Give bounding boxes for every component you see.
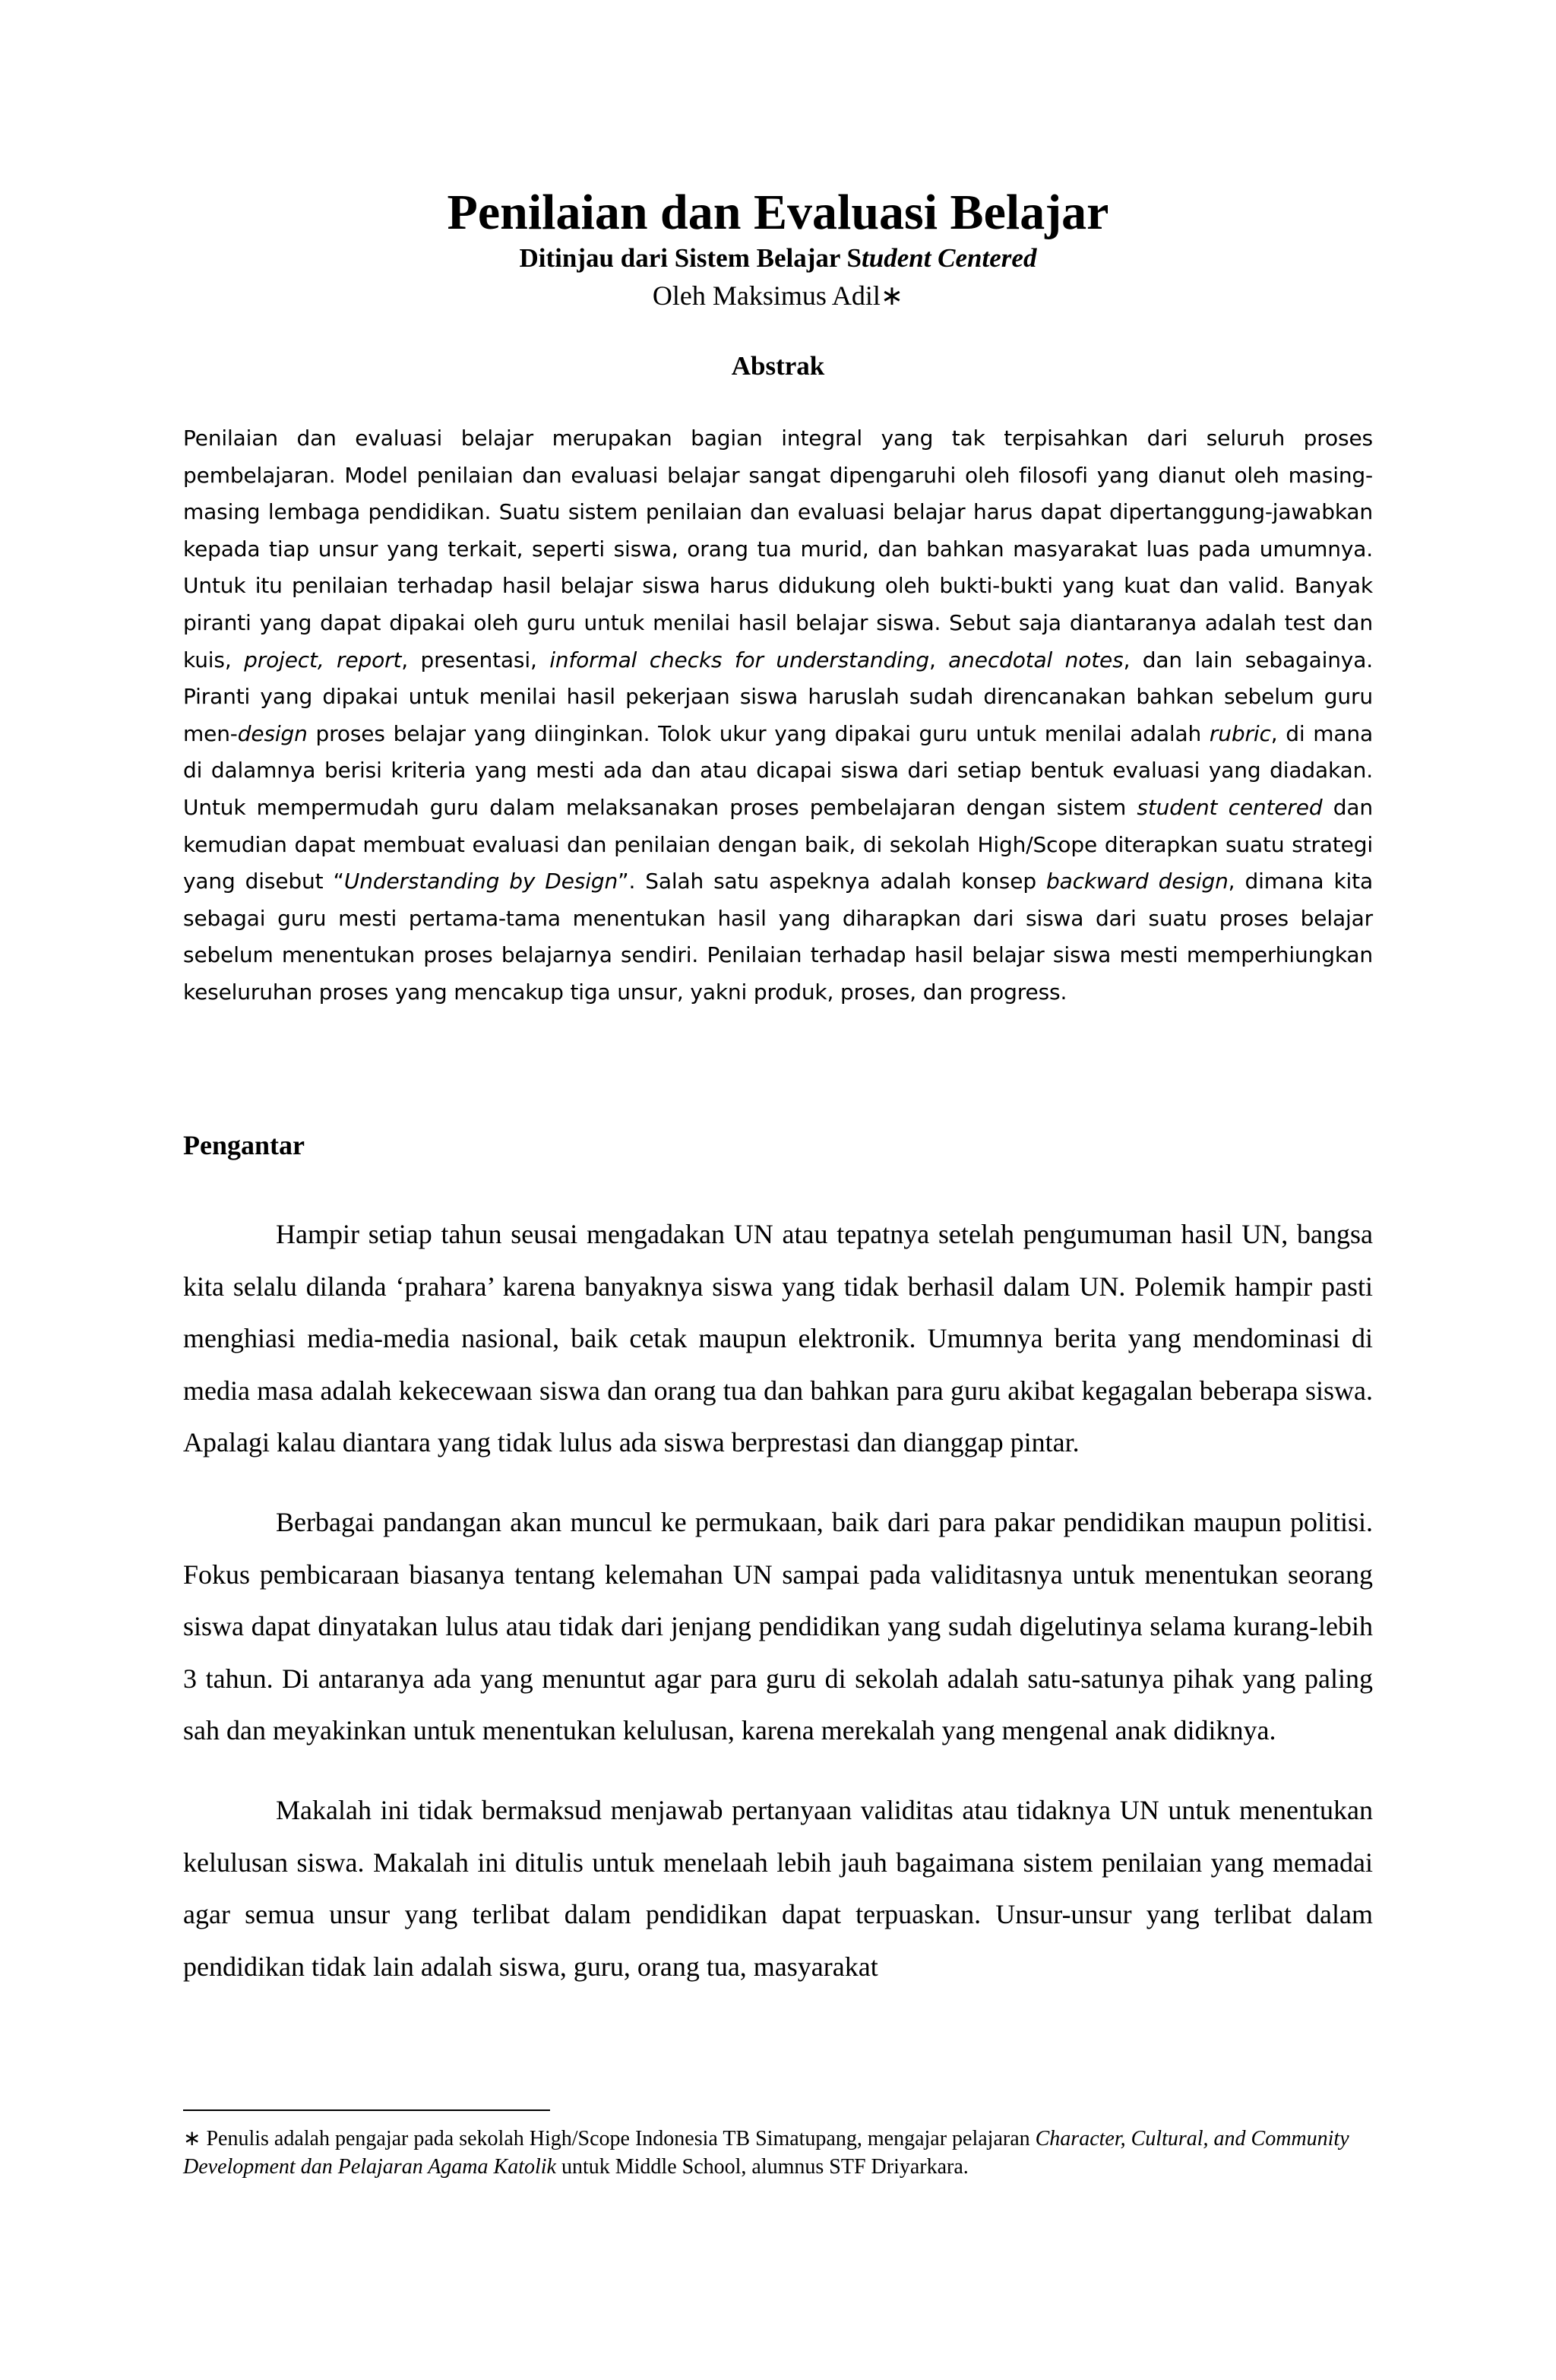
document-subtitle — [0, 242, 1556, 275]
abstract-text-segment: Penilaian dan evaluasi belajar merupakan bagian integral yang tak terpisahkan dari seluruh proses pembelajaran. Model penilaian dan evaluasi belajar sangat dipengaruhi oleh filosofi yang dianut oleh masing-masing lembaga pendidikan. Suatu sistem penilaian dan evaluasi belajar harus dapat dipertanggung-jawabkan kepada tiap unsur yang terkait, seperti siswa, orang tua murid, dan bahkan masyarakat luas pada umumnya. Untuk itu penilaian terhadap hasil belajar siswa harus didukung oleh bukti-bukti yang kuat dan valid. Banyak piranti yang dapat dipakai oleh guru untuk menilai hasil belajar siswa. Sebut saja diantaranya adalah test dan kuis, — [183, 426, 1373, 673]
abstract-text-segment: dan kemudian dapat membuat evaluasi dan penilaian dengan baik, di sekolah High/Scope diterapkan suatu strategi yang disebut “ — [183, 794, 1373, 894]
footnote-mark: ∗ — [183, 2127, 201, 2151]
footnote-italic-segment: Character, Cultural, and Community Development dan Pelajaran Agama Katolik — [183, 2127, 1349, 2179]
abstract-italic-segment: rubric — [1209, 720, 1271, 746]
abstract-italic-segment: student centered — [1137, 794, 1323, 820]
abstract-italic-segment: Understanding by Design — [343, 869, 618, 894]
abstract-italic-segment: backward design — [1045, 869, 1229, 894]
abstract-italic-segment: anecdotal notes — [948, 647, 1124, 673]
abstract-text-segment: , presentasi, — [401, 647, 550, 673]
footnote — [183, 2125, 1373, 2181]
abstract-italic-segment: informal checks for understanding — [549, 647, 929, 673]
footnote-divider — [183, 2109, 550, 2111]
body-paragraph: Hampir setiap tahun seusai mengadakan UN atau tepatnya setelah pengumuman hasil UN, bangsa kita selalu dilanda ‘prahara’ karena banyaknya siswa yang tidak berhasil dalam UN. Polemik hampir pasti menghiasi media-media nasional, baik cetak maupun elektronik. Umumnya berita yang mendominasi di media masa adalah kekecewaan siswa dan orang tua dan bahkan para guru akibat kegagalan beberapa siswa. Apalagi kalau diantara yang tidak lulus ada siswa berprestasi dan dianggap pintar. — [183, 1219, 1373, 1458]
abstract-text-segment: , dan lain sebagainya. Piranti yang dipakai untuk menilai hasil pekerjaan siswa haruslah sudah direncanakan bahkan sebelum guru men- — [183, 647, 1373, 746]
author-footnote-mark: ∗ — [880, 280, 904, 311]
abstract-text-segment: ”. Salah satu aspeknya adalah konsep — [618, 869, 1046, 894]
abstract-heading: Abstrak — [731, 351, 825, 381]
abstract-text-segment: , — [928, 647, 949, 673]
abstract-body — [183, 420, 1373, 1011]
abstract-italic-segment: design — [237, 720, 308, 746]
abstract-text-segment: proses belajar yang diinginkan. Tolok ukur yang dipakai guru untuk menilai adalah — [307, 720, 1210, 746]
body-paragraph: Berbagai pandangan akan muncul ke permukaan, baik dari para pakar pendidikan maupun politisi. Fokus pembicaraan biasanya tentang kelemahan UN sampai pada validitasnya untuk menentukan seorang siswa dapat dinyatakan lulus atau tidak dari jenjang pendidikan yang sudah digelutinya selama kurang-lebih 3 tahun. Di antaranya ada yang menuntut agar para guru di sekolah adalah satu-satunya pihak yang paling sah dan meyakinkan untuk menentukan kelulusan, karena merekalah yang mengenal anak didiknya. — [183, 1506, 1373, 1746]
abstract-italic-segment: project, report — [244, 647, 402, 673]
subtitle-text: Ditinjau dari Sistem Belajar S — [519, 243, 862, 273]
abstract-text-segment: , di mana di dalamnya berisi kriteria yang mesti ada dan atau dicapai siswa dari setiap bentuk evaluasi yang diadakan. Untuk mempermudah guru dalam melaksanakan proses pembelajaran dengan sistem — [183, 720, 1374, 820]
section-heading-pengantar: Pengantar — [183, 1130, 305, 1160]
author-name: Oleh Maksimus Adil — [652, 280, 881, 311]
abstract-text-segment: , dimana kita sebagai guru mesti pertama-tama menentukan hasil yang diharapkan dari siswa dari suatu proses belajar sebelum menentukan proses belajarnya sendiri. Penilaian terhadap hasil belajar siswa mesti memperhiungkan keseluruhan proses yang mencakup tiga unsur, yakni produk, proses, dan progress. — [183, 869, 1373, 1005]
footnote-text-segment: Penulis adalah pengajar pada sekolah High/Scope Indonesia TB Simatupang, mengajar pelajaran — [201, 2127, 1036, 2151]
footnote-text-segment: untuk Middle School, alumnus STF Driyarkara. — [555, 2155, 969, 2179]
body-paragraph: Makalah ini tidak bermaksud menjawab pertanyaan validitas atau tidaknya UN untuk menentukan kelulusan siswa. Makalah ini ditulis untuk menelaah lebih jauh bagaimana sistem penilaian yang memadai agar semua unsur yang terlibat dalam pendidikan dapat terpuaskan. Unsur-unsur yang terlibat dalam pendidikan tidak lain adalah siswa, guru, orang tua, masyarakat — [183, 1794, 1373, 1982]
author-line — [0, 278, 1556, 313]
introduction-body — [183, 1208, 1373, 2020]
document-title: Penilaian dan Evaluasi Belajar — [447, 185, 1109, 240]
subtitle-italic-text: tudent Centered — [862, 243, 1037, 273]
